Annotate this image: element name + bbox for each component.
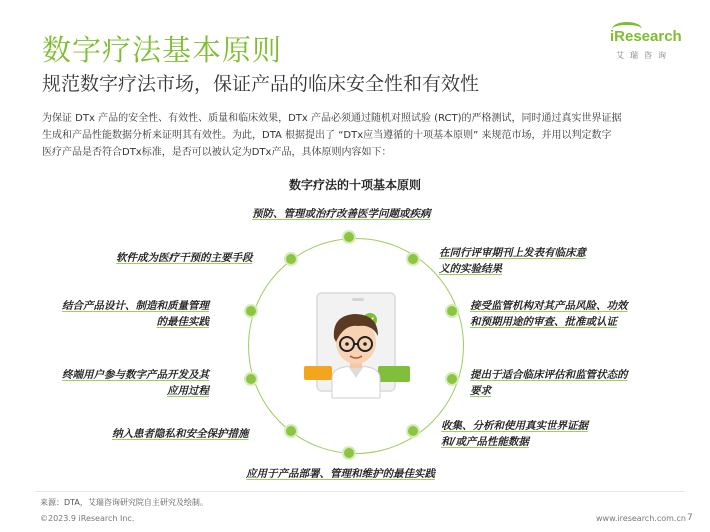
intro-line: 医疗产品是否符合DTx标准，是否可以被认定为DTx产品，具体原则内容如下：: [42, 147, 392, 158]
principle-9-line: 的最佳实践: [156, 316, 209, 328]
intro-line: 为保证 DTx 产品的安全性、有效性、质量和临床效果，DTx 产品必须通过随机对照试验 (RCT)的严格测试，同时通过真实世界证据: [42, 113, 622, 124]
principle-1-label: 预防、管理或治疗改善医学问题或疾病: [252, 208, 431, 220]
doctor-illustration: [296, 286, 416, 402]
principle-5-label: [441, 418, 588, 450]
principle-8-label: [62, 367, 209, 399]
principle-2-line: 义的实验结果: [439, 263, 502, 275]
intro-paragraph: [42, 110, 678, 161]
ring-dot-icon: [342, 230, 356, 244]
ring-dot-icon: [445, 372, 459, 386]
ring-dot-icon: [244, 372, 258, 386]
ring-dot-icon: [406, 424, 420, 438]
copyright: ©2023.9 iResearch Inc.: [40, 514, 135, 523]
principle-2-line: 在同行评审期刊上发表有临床意: [439, 247, 586, 259]
principle-7-label: 纳入患者隐私和安全保护措施: [112, 428, 249, 440]
ring-dot-icon: [406, 252, 420, 266]
principle-8-line: 终端用户参与数字产品开发及其: [62, 369, 209, 381]
principle-10-label: 软件成为医疗干预的主要手段: [116, 252, 253, 264]
principle-5-line: 收集、分析和使用真实世界证据: [441, 420, 588, 432]
principle-2-label: [439, 245, 586, 277]
principle-4-label: [470, 367, 628, 399]
principle-6-label: 应用于产品部署、管理和维护的最佳实践: [246, 468, 435, 480]
section-title: 数字疗法的十项基本原则: [288, 178, 421, 192]
principle-3-label: [470, 298, 628, 330]
page-subtitle: 规范数字疗法市场，保证产品的临床安全性和有效性: [42, 73, 480, 95]
website-link[interactable]: www.iresearch.com.cn: [596, 514, 686, 523]
doctor-icon: [296, 286, 416, 402]
source-note: 来源：DTA，艾瑞咨询研究院自主研究及绘制。: [40, 498, 208, 507]
page-title: 数字疗法基本原则: [42, 33, 283, 67]
ring-dot-icon: [284, 252, 298, 266]
intro-line: 生成和产品性能数据分析来证明其有效性。为此，DTA 根据提出了 “DTx应当遵循的十项基本原则” 来规范市场，并用以判定数字: [42, 130, 612, 141]
principle-8-line: 应用过程: [167, 385, 209, 397]
principle-9-line: 结合产品设计、制造和质量管理: [62, 300, 209, 312]
logo-text: iResearch: [610, 28, 682, 45]
iresearch-logo: [608, 24, 692, 72]
principle-3-line: 和预期用途的审查、批准或认证: [470, 316, 617, 328]
ring-dot-icon: [244, 304, 258, 318]
ring-dot-icon: [445, 304, 459, 318]
principle-3-line: 接受监管机构对其产品风险、功效: [470, 300, 628, 312]
ring-dot-icon: [342, 446, 356, 460]
principle-4-line: 提出于适合临床评估和监管状态的: [470, 369, 628, 381]
principle-5-line: 和/或产品性能数据: [441, 436, 529, 448]
principle-9-label: [62, 298, 209, 330]
ring-dot-icon: [284, 424, 298, 438]
principle-4-line: 要求: [470, 385, 491, 397]
page-number: 7: [687, 513, 693, 523]
logo-cn-text: 艾瑞咨询: [616, 51, 672, 60]
footer-divider: [36, 491, 684, 492]
